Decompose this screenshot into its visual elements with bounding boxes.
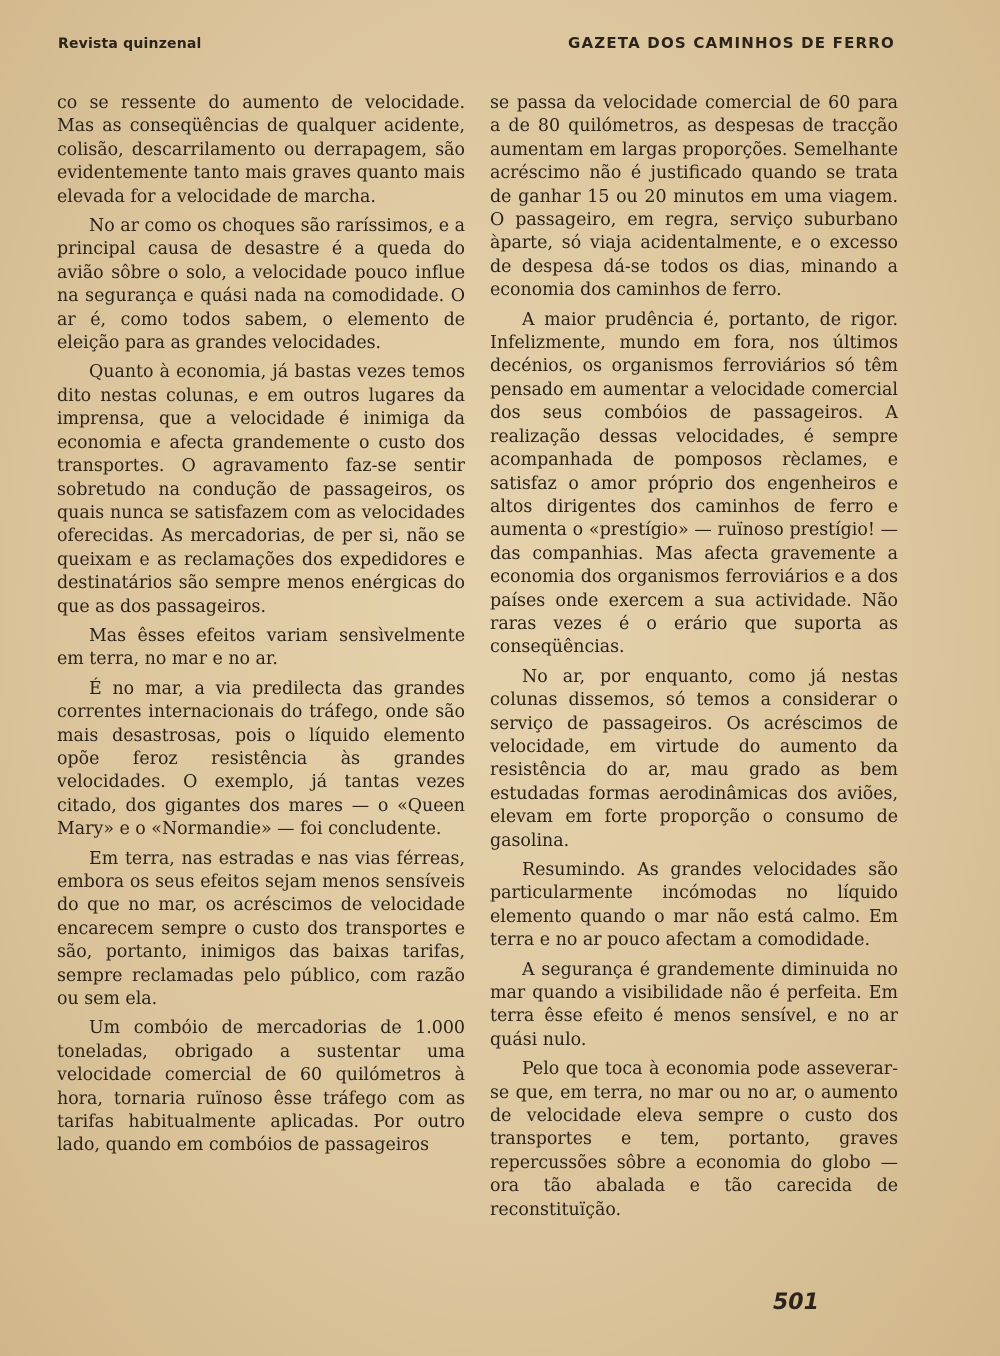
paragraph: No ar como os choques são raríssimos, e a principal causa de desastre é a queda do avião sôbre o solo, a velocidade pouco influe na segurança e quási nada na comodidade. O ar é, como todos sabem, o elemento de eleição para as grandes velocidades.	[57, 216, 465, 354]
paragraph: Quanto à economia, já bastas vezes temos dito nestas colunas, e em outros lugares da imprensa, que a velocidade é inimiga da economia e afecta grandemente o custo dos transportes. O agravamento faz-se sentir sobretudo na condução de passageiros, os quais nunca se satisfazem com as velocidades oferecidas. As mercadorias, de per si, não se queixam e as reclamações dos expedidores e destinatários são sempre menos enérgicas do que as dos passageiros.	[57, 362, 465, 617]
paragraph: É no mar, a via predilecta das grandes correntes internacionais do tráfego, onde são mais desastrosas, pois o líquido elemento opõe feroz resistência às grandes velocidades. O exemplo, já tantas vezes citado, dos gigantes dos mares — o «Queen Mary» e o «Normandie» — foi concludente.	[57, 678, 465, 840]
paragraph: se passa da velocidade comercial de 60 para a de 80 quilómetros, as despesas de tracção aumentam em largas proporções. Semelhante acréscimo não é justificado quando se trata de ganhar 15 ou 20 minutos em uma viagem. O passageiro, em regra, serviço suburbano àparte, só viaja acidentalmente, e o excesso de despesa dá-se todos os dias, minando a economia dos caminhos de ferro.	[490, 93, 898, 301]
header-periodicity: Revista quinzenal	[58, 36, 202, 52]
paragraph: Mas êsses efeitos variam sensìvelmente em terra, no mar e no ar.	[57, 625, 465, 670]
header-publication-title: GAZETA DOS CAMINHOS DE FERRO	[567, 34, 895, 52]
paragraph: Em terra, nas estradas e nas vias férreas, embora os seus efeitos sejam menos sensíveis do que no mar, os acréscimos de velocidade encarecem sempre o custo dos transportes e são, portanto, inimigos das baixas tarifas, sempre reclamadas pelo público, com razão ou sem ela.	[57, 848, 465, 1010]
paragraph: Um combóio de mercadorias de 1.000 toneladas, obrigado a sustentar uma velocidade comercial de 60 quilómetros à hora, tornaria ruïnoso êsse tráfego com as tarifas habitualmente aplicadas. Por outro lado, quando em combóios de passageiros	[57, 1018, 465, 1156]
paragraph: A segurança é grandemente diminuida no mar quando a visibilidade não é perfeita. Em terra êsse efeito é menos sensível, e no ar quási nulo.	[490, 959, 898, 1050]
right-column	[490, 92, 898, 1228]
paragraph: co se ressente do aumento de velocidade. Mas as conseqüências de qualquer acidente, colisão, descarrilamento ou derrapagem, são evidentemente tanto mais graves quanto mais elevada for a velocidade de marcha.	[57, 93, 465, 207]
paragraph: A maior prudência é, portanto, de rigor. Infelizmente, mundo em fora, nos últimos decénios, os organismos ferroviários só têm pensado em aumentar a velocidade comercial dos seus combóios de passageiros. A realização dessas velocidades, é sempre acompanhada de pomposos rèclames, e satisfaz o amor próprio dos engenheiros e altos dirigentes dos caminhos de ferro e aumenta o «prestígio» — ruïnoso prestígio! — das companhias. Mas afecta gravemente a economia dos organismos ferroviários e a dos países onde exercem a sua actividade. Não raras vezes é o erário que suporta as conseqüências.	[490, 309, 898, 658]
page-number: 501	[773, 1290, 819, 1315]
page-header	[58, 34, 895, 58]
paragraph: Resumindo. As grandes velocidades são particularmente incómodas no líquido elemento quando o mar não está calmo. Em terra e no ar pouco afectam a comodidade.	[490, 860, 898, 951]
paragraph: Pelo que toca à economia pode asseverar-se que, em terra, no mar ou no ar, o aumento de velocidade eleva sempre o custo dos transportes e tem, portanto, graves repercussões sôbre a economia do globo — ora tão abalada e tão carecida de reconstituïção.	[490, 1059, 898, 1220]
left-column	[57, 92, 465, 1164]
paragraph: No ar, por enquanto, como já nestas colunas dissemos, só temos a considerar o serviço de passageiros. Os acréscimos de velocidade, em virtude do aumento da resistência do ar, mau grado as bem estudadas formas aerodinâmicas dos aviões, elevam em forte proporção o consumo de gasolina.	[490, 666, 898, 851]
